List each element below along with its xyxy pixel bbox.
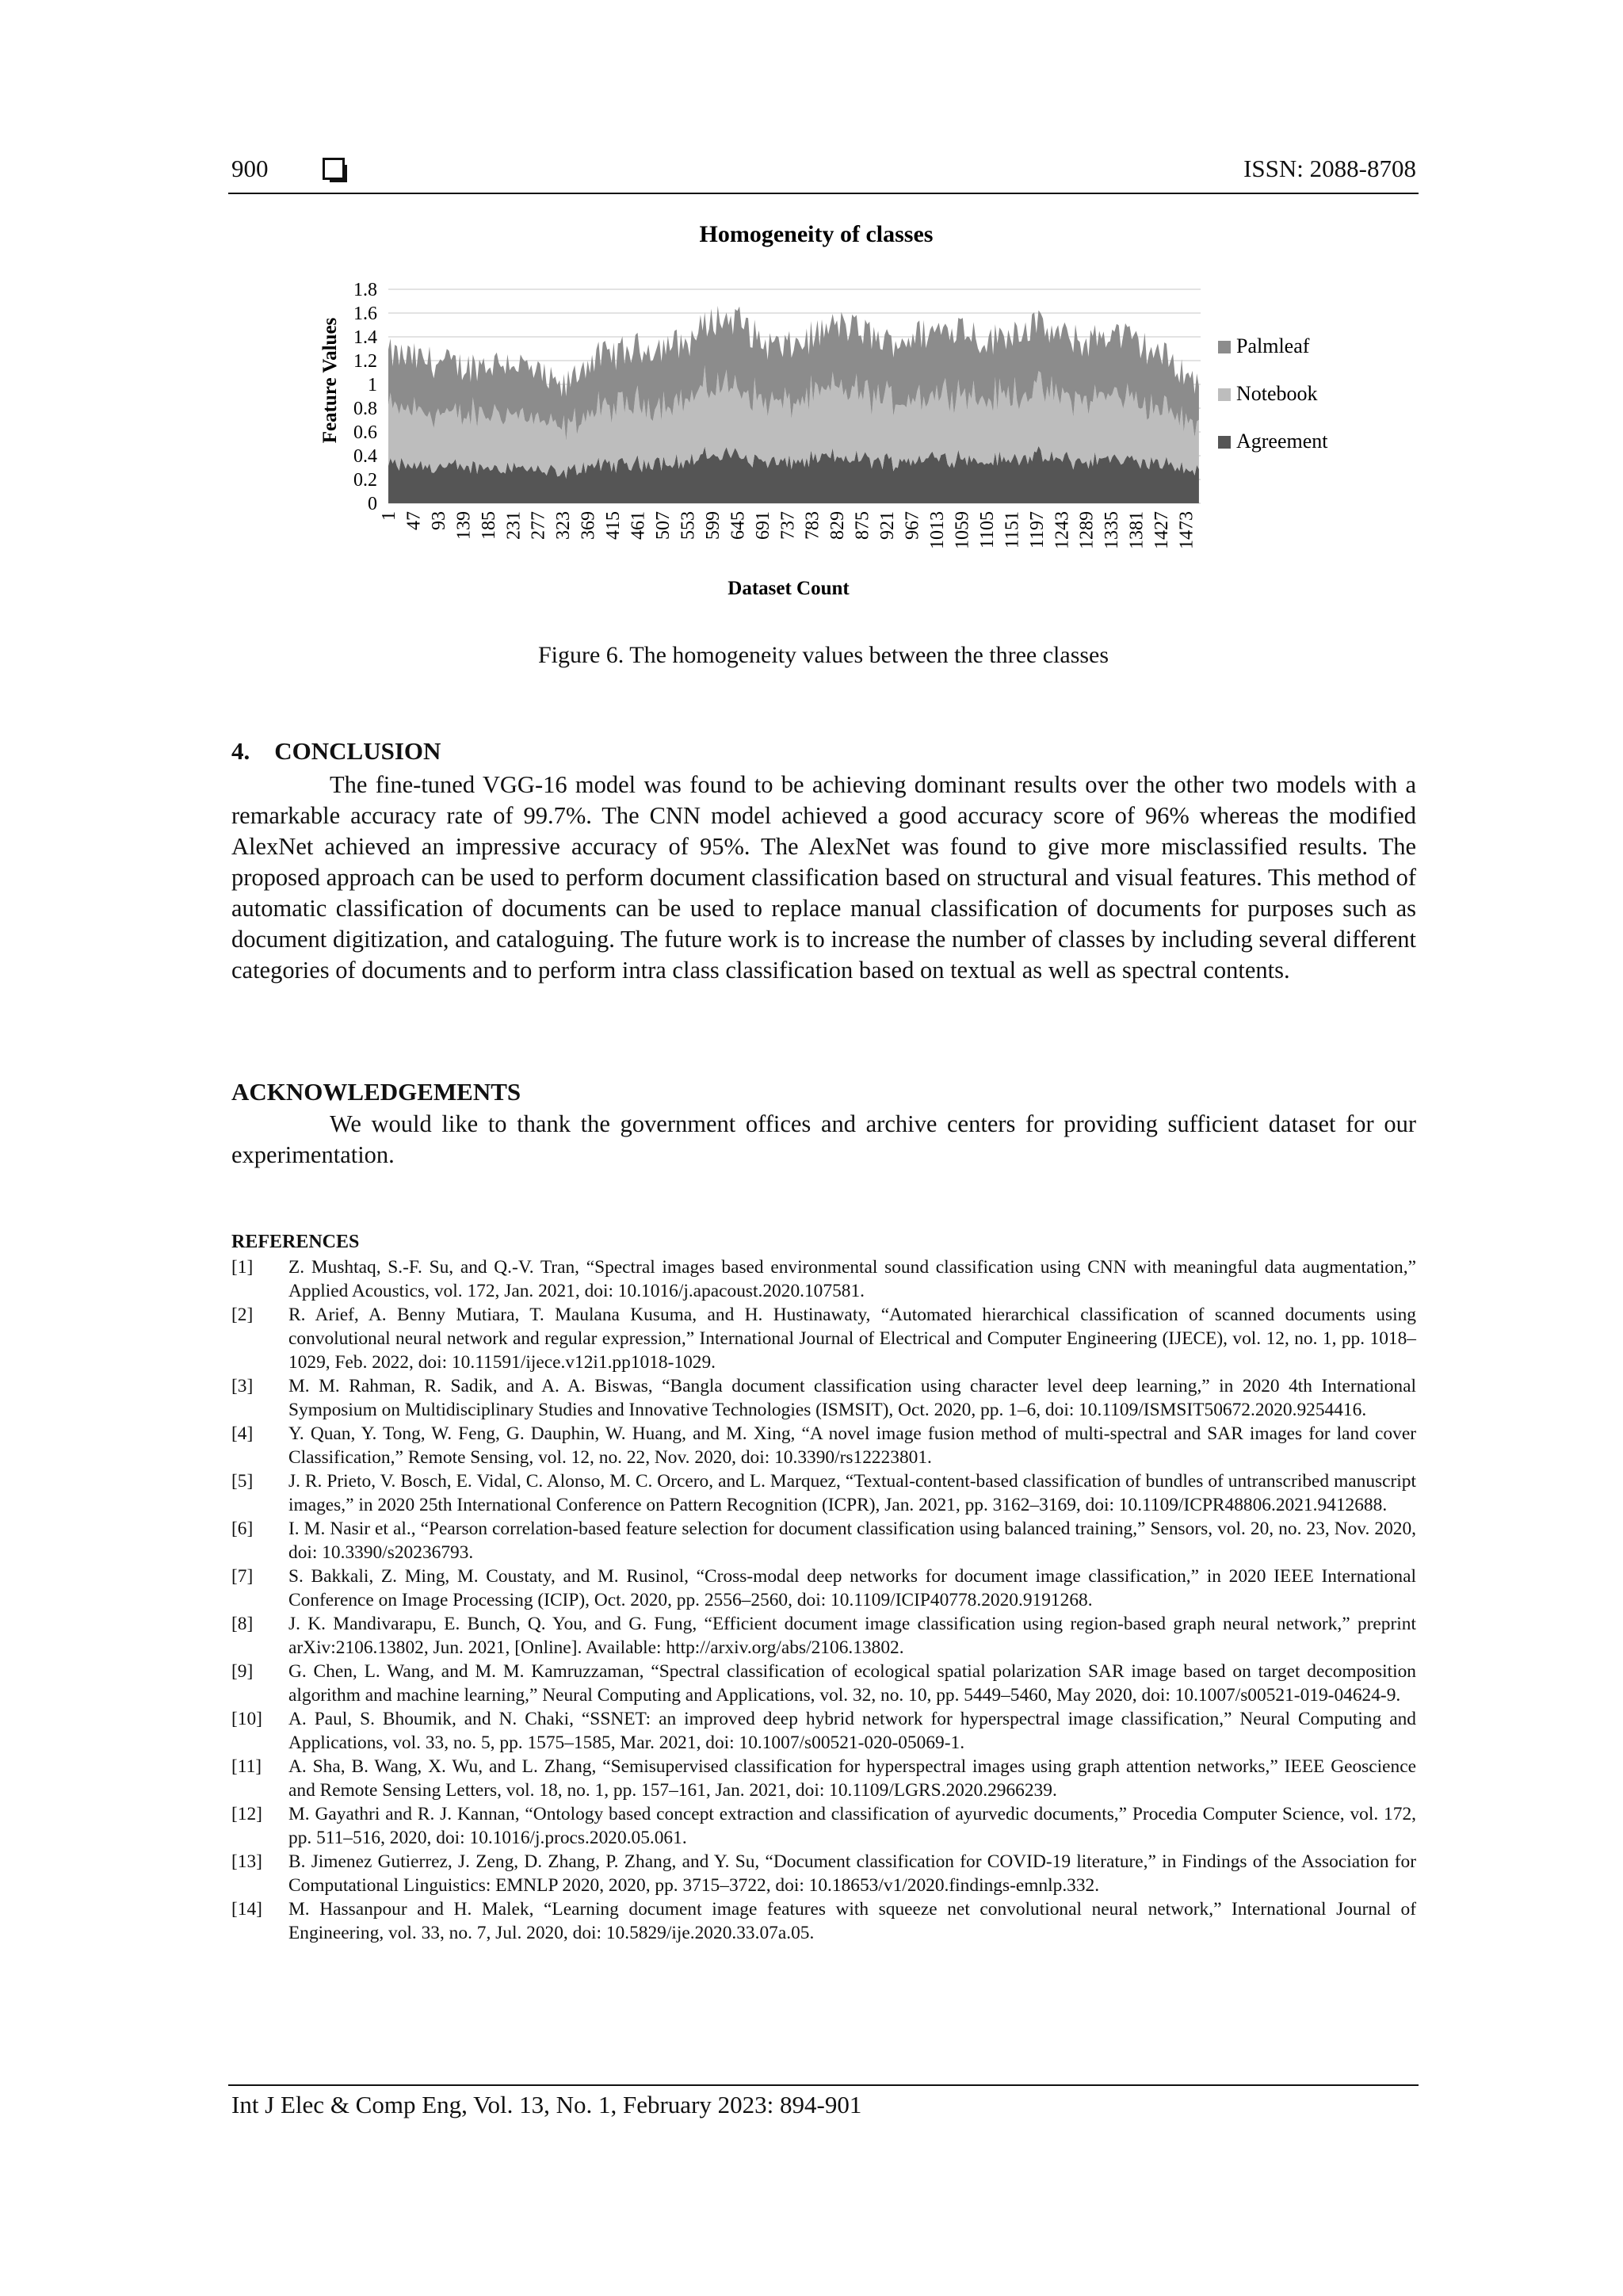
page-number: 900: [231, 155, 269, 182]
chart-x-tick-label: 1427: [1151, 511, 1173, 549]
chart-x-tick-label: 415: [603, 511, 624, 540]
legend-label-palmleaf: Palmleaf: [1236, 334, 1310, 357]
reference-number: [7]: [231, 1566, 254, 1587]
chart-x-axis-label: Dataset Count: [727, 578, 850, 599]
chart-x-tick-label: 1243: [1052, 511, 1073, 549]
chart-x-tick-label: 461: [628, 511, 649, 540]
legend-swatch-notebook: [1218, 388, 1231, 401]
chart-y-tick-label: 1.2: [353, 351, 377, 372]
chart-x-tick-label: 599: [702, 511, 724, 540]
chart-y-tick-label: 1: [368, 375, 377, 395]
chart-x-tick-label: 1197: [1026, 511, 1048, 549]
conclusion-heading: 4. CONCLUSION: [231, 737, 441, 765]
chart-x-tick-label: 277: [528, 511, 549, 540]
reference-number: [6]: [231, 1519, 254, 1539]
reference-item: [231, 1850, 1416, 1897]
reference-text: J. K. Mandivarapu, E. Bunch, Q. You, and G. Fung, “Efficient document image classification using region-based graph neural network,” preprint arXiv:2106.13802, Jun. 2021, [Online]. Available: http://arxiv.org/abs/2106.13802.: [288, 1614, 1416, 1658]
chart-x-tick-label: 231: [503, 511, 525, 540]
reference-number: [10]: [231, 1709, 262, 1729]
acknowledgements-paragraph: We would like to thank the government offices and archive centers for providing sufficient dataset for our experimentation.: [231, 1110, 1416, 1168]
reference-item: [231, 1564, 1416, 1612]
chart-y-tick-label: 1.4: [353, 327, 377, 348]
chart-x-tick-label: 1059: [952, 511, 973, 549]
reference-text: S. Bakkali, Z. Ming, M. Coustaty, and M. Rusinol, “Cross-modal deep networks for document image classification,” in 2020 IEEE International Conference on Image Processing (ICIP), Oct. 2020, pp. 2556–2560, doi: 10.1109/ICIP40778.2020.9191268.: [288, 1566, 1416, 1610]
reference-item: [231, 1660, 1416, 1707]
chart-x-tick-label: 1289: [1076, 511, 1098, 549]
reference-text: R. Arief, A. Benny Mutiara, T. Maulana Kusuma, and H. Hustinawaty, “Automated hierarchical classification of scanned documents using convolutional neural network and regular expression,” International Journal of Electrical and Computer Engineering (IJECE), vol. 12, no. 1, pp. 1018–1029, Feb. 2022, doi: 10.11591/ijece.v12i1.pp1018-1029.: [288, 1305, 1416, 1373]
reference-number: [1]: [231, 1257, 254, 1278]
reference-item: [231, 1802, 1416, 1850]
chart-x-tick-label: 1: [379, 511, 399, 521]
reference-item: [231, 1374, 1416, 1422]
chart-x-tick-label: 553: [678, 511, 699, 540]
page-footer: Int J Elec & Comp Eng, Vol. 13, No. 1, February 2023: 894-901: [231, 2091, 862, 2118]
reference-item: [231, 1897, 1416, 1945]
reference-text: I. M. Nasir et al., “Pearson correlation-based feature selection for document classification using balanced training,” Sensors, vol. 20, no. 23, Nov. 2020, doi: 10.3390/s20236793.: [288, 1519, 1416, 1563]
chart-x-tick-label: 691: [752, 511, 773, 540]
chart-x-tick-label: 645: [727, 511, 749, 540]
chart-x-tick-label: 507: [652, 511, 674, 540]
legend-swatch-palmleaf: [1218, 341, 1231, 353]
acknowledgements-heading: ACKNOWLEDGEMENTS: [231, 1078, 521, 1106]
reference-number: [8]: [231, 1614, 254, 1634]
reference-item: [231, 1707, 1416, 1755]
reference-number: [9]: [231, 1661, 254, 1682]
reference-text: B. Jimenez Gutierrez, J. Zeng, D. Zhang, P. Zhang, and Y. Su, “Document classification for COVID-19 literature,” in Findings of the Association for Computational Linguistics: EMNLP 2020, 2020, pp. 3715–3722, doi: 10.18653/v1/2020.findings-emnlp.332.: [288, 1851, 1416, 1896]
chart-x-tick-label: 737: [777, 511, 799, 540]
references-list: [231, 1255, 1416, 1945]
reference-text: M. Hassanpour and H. Malek, “Learning document image features with squeeze net convolutional neural network,” International Journal of Engineering, vol. 33, no. 7, Jul. 2020, doi: 10.5829/ije.2020.33.07a.05.: [288, 1899, 1416, 1943]
reference-text: A. Sha, B. Wang, X. Wu, and L. Zhang, “Semisupervised classification for hyperspectral images using graph attention networks,” IEEE Geoscience and Remote Sensing Letters, vol. 18, no. 1, pp. 157–161, Jan. 2021, doi: 10.1109/LGRS.2020.2966239.: [288, 1756, 1416, 1801]
reference-number: [13]: [231, 1851, 262, 1872]
reference-item: [231, 1422, 1416, 1469]
chart-x-tick-label: 369: [578, 511, 599, 540]
chart-x-tick-label: 1335: [1102, 511, 1123, 549]
reference-text: Y. Quan, Y. Tong, W. Feng, G. Dauphin, W. Huang, and M. Xing, “A novel image fusion method of multi-spectral and SAR images for land cover Classification,” Remote Sensing, vol. 12, no. 22, Nov. 2020, doi: 10.3390/rs12223801.: [288, 1423, 1416, 1468]
figure-caption: Figure 6. The homogeneity values between the three classes: [537, 642, 1109, 668]
chart-x-tick-label: 829: [827, 511, 849, 540]
chart-y-axis-label: Feature Values: [319, 317, 341, 444]
chart-legend: [1218, 334, 1328, 453]
reference-number: [11]: [231, 1756, 262, 1777]
legend-label-agreement: Agreement: [1236, 430, 1328, 453]
reference-number: [3]: [231, 1376, 254, 1396]
chart-y-tick-label: 0.4: [353, 446, 377, 467]
chart-x-tick-label: 967: [902, 511, 923, 540]
chart-title: Homogeneity of classes: [699, 221, 934, 247]
chart-y-tick-label: 0: [368, 494, 377, 514]
chart-y-tick-label: 0.2: [353, 470, 377, 491]
chart-x-ticks: [379, 511, 1197, 549]
reference-text: J. R. Prieto, V. Bosch, E. Vidal, C. Alonso, M. C. Orcero, and L. Marquez, “Textual-content-based classification of bundles of untranscribed manuscript images,” in 2020 25th International Conference on Pattern Recognition (ICPR), Jan. 2021, pp. 3162–3169, doi: 10.1109/ICPR48806.2021.9412688.: [288, 1471, 1416, 1515]
reference-text: Z. Mushtaq, S.-F. Su, and Q.-V. Tran, “Spectral images based environmental sound classification using CNN with meaningful data augmentation,” Applied Acoustics, vol. 172, Jan. 2021, doi: 10.1016/j.apacoust.2020.107581.: [288, 1257, 1416, 1301]
chart-x-tick-label: 783: [802, 511, 823, 540]
square-icon: [323, 158, 345, 180]
reference-text: G. Chen, L. Wang, and M. M. Kamruzzaman, “Spectral classification of ecological spatial polarization SAR image based on target decomposition algorithm and machine learning,” Neural Computing and Applications, vol. 32, no. 10, pp. 5449–5460, May 2020, doi: 10.1007/s00521-019-04624-9.: [288, 1661, 1416, 1706]
reference-number: [14]: [231, 1899, 262, 1920]
legend-label-notebook: Notebook: [1236, 382, 1318, 405]
chart-y-tick-label: 0.6: [353, 422, 377, 443]
reference-item: [231, 1469, 1416, 1517]
reference-item: [231, 1755, 1416, 1802]
footer-rule: [228, 2084, 1419, 2086]
reference-number: [5]: [231, 1471, 254, 1492]
chart-y-tick-label: 1.6: [353, 304, 377, 324]
chart-x-tick-label: 1105: [976, 511, 998, 549]
chart-x-tick-label: 185: [478, 511, 499, 540]
legend-swatch-agreement: [1218, 436, 1231, 449]
chart-x-tick-label: 1381: [1126, 511, 1148, 549]
chart-x-tick-label: 1013: [926, 511, 948, 549]
reference-text: A. Paul, S. Bhoumik, and N. Chaki, “SSNET: an improved deep hybrid network for hyperspectral image classification,” Neural Computing and Applications, vol. 33, no. 5, pp. 1575–1585, Mar. 2021, doi: 10.1007/s00521-020-05069-1.: [288, 1709, 1416, 1753]
chart-x-tick-label: 1473: [1176, 511, 1197, 549]
reference-item: [231, 1612, 1416, 1660]
chart-areas: [388, 306, 1199, 503]
reference-number: [4]: [231, 1423, 254, 1444]
conclusion-paragraph: The fine-tuned VGG-16 model was found to be achieving dominant results over the other two models with a remarkable accuracy rate of 99.7%. The CNN model achieved a good accuracy score of 96% whereas the modified AlexNet achieved an impressive accuracy of 95%. The AlexNet was found to give more misclassified results. The proposed approach can be used to perform document classification based on structural and visual features. This method of automatic classification of documents can be used to replace manual classification of documents for purposes such as document digitization, and cataloguing. The future work is to increase the number of classes by including several different categories of documents and to perform intra class classification based on textual as well as spectral contents.: [231, 771, 1416, 984]
reference-item: [231, 1517, 1416, 1564]
chart-y-tick-label: 1.8: [353, 280, 377, 300]
chart-x-tick-label: 921: [877, 511, 899, 540]
chart-y-ticks: [353, 280, 377, 514]
reference-number: [2]: [231, 1305, 254, 1325]
chart-x-tick-label: 47: [403, 511, 425, 530]
chart-x-tick-label: 93: [428, 511, 449, 530]
chart-x-tick-label: 1151: [1002, 511, 1023, 549]
page-header: [231, 155, 1416, 191]
reference-text: M. Gayathri and R. J. Kannan, “Ontology based concept extraction and classification of ayurvedic documents,” Procedia Computer Science, vol. 172, pp. 511–516, 2020, doi: 10.1016/j.procs.2020.05.061.: [288, 1804, 1416, 1848]
chart-y-tick-label: 0.8: [353, 399, 377, 419]
chart-x-tick-label: 139: [453, 511, 475, 540]
header-rule: [228, 193, 1419, 194]
references-heading: REFERENCES: [231, 1232, 360, 1252]
reference-item: [231, 1303, 1416, 1374]
reference-number: [12]: [231, 1804, 262, 1824]
reference-item: [231, 1255, 1416, 1303]
reference-text: M. M. Rahman, R. Sadik, and A. A. Biswas, “Bangla document classification using character level deep learning,” in 2020 4th International Symposium on Multidisciplinary Studies and Innovative Technologies (ISMSIT), Oct. 2020, pp. 1–6, doi: 10.1109/ISMSIT50672.2020.9254416.: [288, 1376, 1416, 1420]
chart-x-tick-label: 875: [852, 511, 873, 540]
homogeneity-chart: [309, 214, 1363, 610]
issn: ISSN: 2088-8708: [1243, 155, 1416, 182]
chart-x-tick-label: 323: [553, 511, 575, 540]
